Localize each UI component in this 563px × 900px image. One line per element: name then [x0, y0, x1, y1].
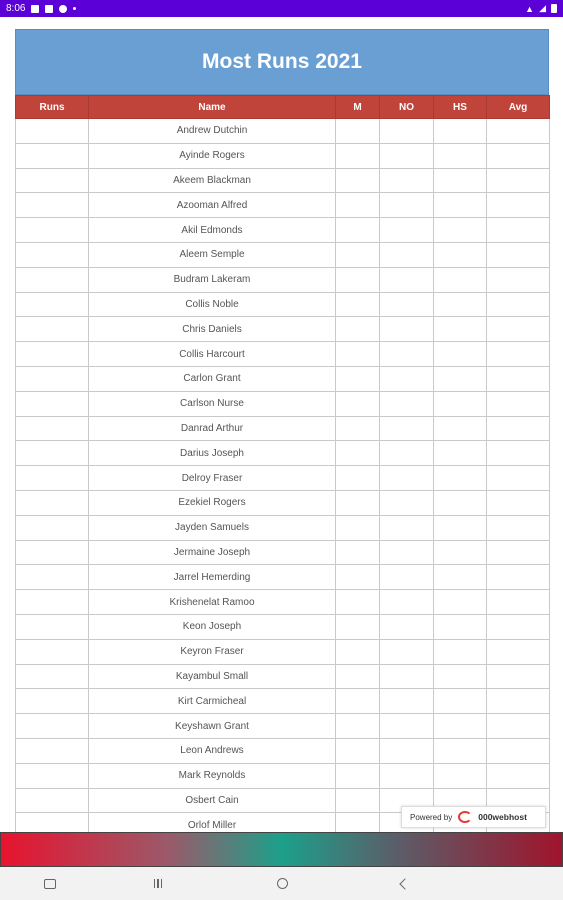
- image-icon: [31, 5, 39, 13]
- table-row: [16, 317, 550, 342]
- cell-average: [487, 614, 550, 639]
- cell-name: Orlof Miller: [89, 813, 336, 832]
- cell-not-outs: [380, 614, 434, 639]
- cell-runs: [16, 540, 89, 565]
- cell-matches: [336, 788, 380, 813]
- cell-name: Leon Andrews: [89, 738, 336, 763]
- cell-average: [487, 193, 550, 218]
- cell-high-score: [434, 590, 487, 615]
- table-row: [16, 490, 550, 515]
- table-row: [16, 416, 550, 441]
- table-title: Most Runs 2021: [202, 50, 362, 73]
- table-row: [16, 466, 550, 491]
- table-row: [16, 515, 550, 540]
- cell-average: [487, 490, 550, 515]
- cell-name: Keyshawn Grant: [89, 714, 336, 739]
- cell-high-score: [434, 664, 487, 689]
- cell-high-score: [434, 714, 487, 739]
- cell-runs: [16, 267, 89, 292]
- cell-average: [487, 317, 550, 342]
- webhost-logo-icon: [458, 811, 472, 823]
- cell-matches: [336, 391, 380, 416]
- cell-not-outs: [380, 441, 434, 466]
- cell-not-outs: [380, 590, 434, 615]
- table-row: [16, 639, 550, 664]
- powered-by-badge[interactable]: [401, 806, 546, 828]
- cell-runs: [16, 292, 89, 317]
- table-row: [16, 664, 550, 689]
- cell-runs: [16, 490, 89, 515]
- signal-icon: ◢: [539, 3, 546, 13]
- cell-high-score: [434, 738, 487, 763]
- cell-runs: [16, 416, 89, 441]
- cell-name: Collis Harcourt: [89, 342, 336, 367]
- cell-runs: [16, 565, 89, 590]
- cell-average: [487, 565, 550, 590]
- cell-matches: [336, 143, 380, 168]
- cell-name: Kayambul Small: [89, 664, 336, 689]
- cell-average: [487, 218, 550, 243]
- cell-runs: [16, 788, 89, 813]
- table-row: [16, 714, 550, 739]
- battery-icon: [551, 4, 557, 13]
- column-header-matches[interactable]: M: [336, 96, 380, 119]
- table-row: [16, 689, 550, 714]
- table-row: [16, 366, 550, 391]
- cell-not-outs: [380, 317, 434, 342]
- cell-high-score: [434, 763, 487, 788]
- system-nav-bar: [0, 867, 563, 900]
- cell-high-score: [434, 391, 487, 416]
- column-header-average[interactable]: Avg: [487, 96, 550, 119]
- table-row: [16, 565, 550, 590]
- table-row: [16, 590, 550, 615]
- cell-runs: [16, 813, 89, 832]
- cell-high-score: [434, 342, 487, 367]
- table-row: [16, 168, 550, 193]
- cell-average: [487, 366, 550, 391]
- cell-matches: [336, 515, 380, 540]
- cell-average: [487, 441, 550, 466]
- cell-not-outs: [380, 391, 434, 416]
- table-row: [16, 441, 550, 466]
- cell-matches: [336, 317, 380, 342]
- circle-icon: [59, 5, 67, 13]
- cell-average: [487, 763, 550, 788]
- cell-not-outs: [380, 714, 434, 739]
- cell-not-outs: [380, 218, 434, 243]
- cell-not-outs: [380, 540, 434, 565]
- cell-not-outs: [380, 366, 434, 391]
- cell-not-outs: [380, 738, 434, 763]
- table-row: [16, 292, 550, 317]
- cell-high-score: [434, 490, 487, 515]
- cell-high-score: [434, 242, 487, 267]
- back-icon: [399, 878, 410, 889]
- table-row: [16, 119, 550, 144]
- stats-table-container: [15, 29, 549, 832]
- column-header-not-outs[interactable]: NO: [380, 96, 434, 119]
- table-row: [16, 143, 550, 168]
- cell-matches: [336, 366, 380, 391]
- cell-name: Keyron Fraser: [89, 639, 336, 664]
- cell-high-score: [434, 267, 487, 292]
- table-header-row: [16, 96, 550, 119]
- column-header-high-score[interactable]: HS: [434, 96, 487, 119]
- cell-not-outs: [380, 267, 434, 292]
- cell-matches: [336, 193, 380, 218]
- cell-runs: [16, 441, 89, 466]
- cell-runs: [16, 738, 89, 763]
- cell-not-outs: [380, 342, 434, 367]
- cell-matches: [336, 490, 380, 515]
- cell-not-outs: [380, 119, 434, 144]
- cell-name: Andrew Dutchin: [89, 119, 336, 144]
- cell-runs: [16, 168, 89, 193]
- cell-average: [487, 342, 550, 367]
- cell-high-score: [434, 689, 487, 714]
- cell-name: Darius Joseph: [89, 441, 336, 466]
- cell-average: [487, 391, 550, 416]
- cell-high-score: [434, 317, 487, 342]
- cell-matches: [336, 242, 380, 267]
- status-time: 8:06: [6, 3, 26, 14]
- table-row: [16, 342, 550, 367]
- cell-matches: [336, 689, 380, 714]
- recents-button[interactable]: [146, 867, 170, 900]
- cell-runs: [16, 466, 89, 491]
- cell-not-outs: [380, 242, 434, 267]
- cell-high-score: [434, 614, 487, 639]
- cell-matches: [336, 441, 380, 466]
- table-row: [16, 738, 550, 763]
- webhost-brand: 000webhost: [478, 812, 527, 822]
- cell-high-score: [434, 143, 487, 168]
- cell-matches: [336, 466, 380, 491]
- cell-runs: [16, 639, 89, 664]
- cell-matches: [336, 218, 380, 243]
- cell-runs: [16, 242, 89, 267]
- cell-not-outs: [380, 292, 434, 317]
- cell-runs: [16, 193, 89, 218]
- cell-name: Danrad Arthur: [89, 416, 336, 441]
- cell-average: [487, 466, 550, 491]
- cell-high-score: [434, 119, 487, 144]
- cell-average: [487, 664, 550, 689]
- cell-matches: [336, 813, 380, 832]
- cell-average: [487, 143, 550, 168]
- cell-average: [487, 267, 550, 292]
- cell-not-outs: [380, 416, 434, 441]
- cell-name: Mark Reynolds: [89, 763, 336, 788]
- cell-name: Carlon Grant: [89, 366, 336, 391]
- dot-icon: [73, 7, 76, 10]
- table-row: [16, 540, 550, 565]
- keyboard-icon: [44, 879, 56, 889]
- cell-runs: [16, 119, 89, 144]
- cell-not-outs: [380, 664, 434, 689]
- cell-average: [487, 714, 550, 739]
- cell-high-score: [434, 466, 487, 491]
- cell-name: Chris Daniels: [89, 317, 336, 342]
- cell-high-score: [434, 218, 487, 243]
- back-button[interactable]: [393, 867, 417, 900]
- cell-runs: [16, 614, 89, 639]
- table-row: [16, 391, 550, 416]
- web-content[interactable]: [0, 17, 563, 832]
- cell-matches: [336, 168, 380, 193]
- cell-average: [487, 590, 550, 615]
- home-button[interactable]: [270, 867, 294, 900]
- cell-average: [487, 689, 550, 714]
- cell-runs: [16, 366, 89, 391]
- cell-matches: [336, 540, 380, 565]
- cell-average: [487, 515, 550, 540]
- cell-runs: [16, 590, 89, 615]
- cell-high-score: [434, 540, 487, 565]
- cell-runs: [16, 391, 89, 416]
- cell-high-score: [434, 416, 487, 441]
- cell-runs: [16, 143, 89, 168]
- cell-matches: [336, 342, 380, 367]
- cell-matches: [336, 714, 380, 739]
- cell-runs: [16, 689, 89, 714]
- table-row: [16, 763, 550, 788]
- cell-name: Keon Joseph: [89, 614, 336, 639]
- cell-high-score: [434, 639, 487, 664]
- cell-name: Jayden Samuels: [89, 515, 336, 540]
- table-row: [16, 242, 550, 267]
- cell-high-score: [434, 441, 487, 466]
- cell-runs: [16, 218, 89, 243]
- cell-high-score: [434, 292, 487, 317]
- gradient-banner: [0, 832, 563, 867]
- cell-matches: [336, 614, 380, 639]
- cell-name: Collis Noble: [89, 292, 336, 317]
- cell-matches: [336, 738, 380, 763]
- cell-not-outs: [380, 143, 434, 168]
- cell-average: [487, 292, 550, 317]
- cell-not-outs: [380, 168, 434, 193]
- cell-name: Azooman Alfred: [89, 193, 336, 218]
- most-runs-table: [15, 95, 550, 832]
- cell-high-score: [434, 193, 487, 218]
- wifi-icon: ▲: [525, 3, 535, 14]
- cell-not-outs: [380, 689, 434, 714]
- cell-name: Jarrel Hemerding: [89, 565, 336, 590]
- cell-name: Osbert Cain: [89, 788, 336, 813]
- cell-average: [487, 119, 550, 144]
- cell-high-score: [434, 366, 487, 391]
- cell-average: [487, 242, 550, 267]
- cell-average: [487, 738, 550, 763]
- cell-runs: [16, 763, 89, 788]
- cell-name: Akeem Blackman: [89, 168, 336, 193]
- powered-by-label: Powered by: [410, 812, 453, 822]
- cell-name: Kirt Carmicheal: [89, 689, 336, 714]
- cell-average: [487, 540, 550, 565]
- cell-not-outs: [380, 466, 434, 491]
- cell-not-outs: [380, 490, 434, 515]
- table-row: [16, 218, 550, 243]
- cell-matches: [336, 639, 380, 664]
- cell-name: Ezekiel Rogers: [89, 490, 336, 515]
- table-title-bar: [15, 29, 549, 95]
- cell-matches: [336, 664, 380, 689]
- cell-runs: [16, 664, 89, 689]
- cell-matches: [336, 119, 380, 144]
- column-header-runs[interactable]: Runs: [16, 96, 89, 119]
- cell-matches: [336, 267, 380, 292]
- home-icon: [277, 878, 288, 889]
- table-row: [16, 614, 550, 639]
- cell-runs: [16, 342, 89, 367]
- cell-name: Budram Lakeram: [89, 267, 336, 292]
- cell-high-score: [434, 515, 487, 540]
- cell-matches: [336, 416, 380, 441]
- cell-high-score: [434, 168, 487, 193]
- cell-not-outs: [380, 565, 434, 590]
- cell-not-outs: [380, 515, 434, 540]
- cell-matches: [336, 565, 380, 590]
- cell-runs: [16, 714, 89, 739]
- column-header-name[interactable]: Name: [89, 96, 336, 119]
- cell-name: Akil Edmonds: [89, 218, 336, 243]
- cell-not-outs: [380, 639, 434, 664]
- cell-high-score: [434, 565, 487, 590]
- cell-name: Ayinde Rogers: [89, 143, 336, 168]
- cell-not-outs: [380, 193, 434, 218]
- cell-average: [487, 416, 550, 441]
- cell-average: [487, 639, 550, 664]
- cell-not-outs: [380, 763, 434, 788]
- status-bar: [0, 0, 563, 17]
- cell-name: Krishenelat Ramoo: [89, 590, 336, 615]
- cell-name: Carlson Nurse: [89, 391, 336, 416]
- cell-name: Jermaine Joseph: [89, 540, 336, 565]
- table-row: [16, 267, 550, 292]
- table-row: [16, 193, 550, 218]
- cell-runs: [16, 515, 89, 540]
- cell-name: Delroy Fraser: [89, 466, 336, 491]
- cell-runs: [16, 317, 89, 342]
- cell-matches: [336, 590, 380, 615]
- cell-name: Aleem Semple: [89, 242, 336, 267]
- cell-matches: [336, 292, 380, 317]
- message-icon: [45, 5, 53, 13]
- recents-icon: [154, 879, 163, 888]
- keyboard-button[interactable]: [38, 867, 62, 900]
- cell-matches: [336, 763, 380, 788]
- cell-average: [487, 168, 550, 193]
